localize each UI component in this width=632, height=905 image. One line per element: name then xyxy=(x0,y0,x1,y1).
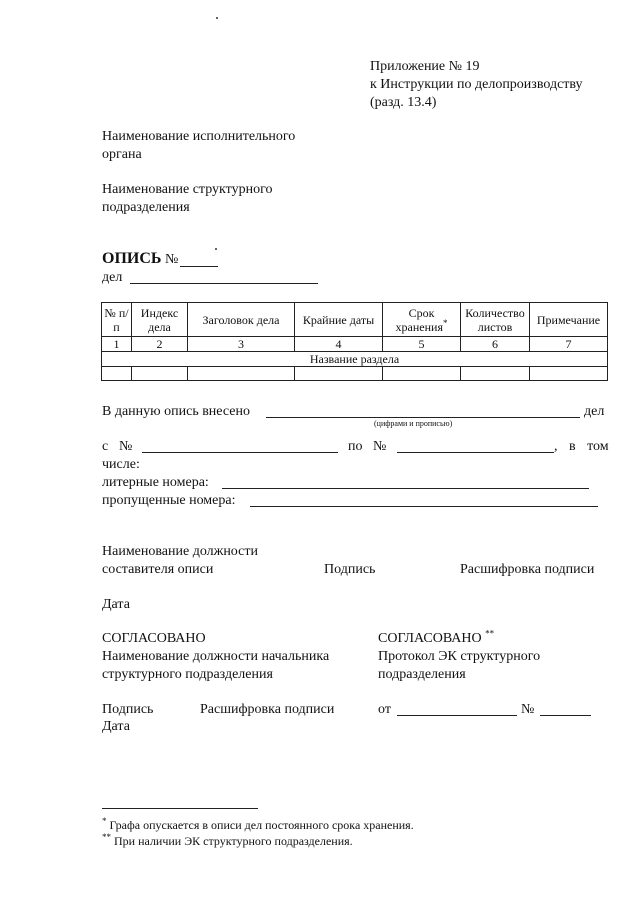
footnote-1 xyxy=(102,818,414,833)
scan-speck xyxy=(215,248,217,250)
column-number: 4 xyxy=(295,337,383,352)
footnote-2-mark: ** xyxy=(102,832,111,842)
cases-description-blank[interactable] xyxy=(130,283,318,284)
scan-speck xyxy=(216,17,218,19)
protocol-number-blank[interactable] xyxy=(540,715,591,716)
appendix-line-3: (разд. 13.4) xyxy=(370,95,437,110)
footnote-2-text: При наличии ЭК структурного подразделения. xyxy=(114,834,353,848)
included-count-blank[interactable] xyxy=(266,417,580,418)
table-cell[interactable] xyxy=(461,367,530,381)
table-cell[interactable] xyxy=(188,367,295,381)
compiler-signature-label: Подпись xyxy=(324,562,376,577)
to-number-blank[interactable] xyxy=(397,452,554,453)
approval-left-title: СОГЛАСОВАНО xyxy=(102,631,206,646)
structural-unit-line-1: Наименование структурного xyxy=(102,182,273,197)
column-number: 1 xyxy=(102,337,132,352)
from-number-sign: № xyxy=(119,439,133,454)
compiler-date-label: Дата xyxy=(102,597,130,612)
included-hint: (цифрами и прописью) xyxy=(374,419,453,428)
letter-numbers-blank[interactable] xyxy=(222,488,589,489)
inventory-table xyxy=(101,302,608,381)
title-subtitle: дел xyxy=(102,270,123,285)
compiler-decode-label: Расшифровка подписи xyxy=(460,562,595,577)
from-number-blank[interactable] xyxy=(142,452,338,453)
table-cell[interactable] xyxy=(132,367,188,381)
table-cell[interactable] xyxy=(530,367,608,381)
header-sheets: Количество листов xyxy=(461,303,530,337)
header-dates: Крайние даты xyxy=(295,303,383,337)
compiler-position-line-1: Наименование должности xyxy=(102,544,258,559)
included-unit: дел xyxy=(584,404,605,419)
approval-left-date-label: Дата xyxy=(102,719,130,734)
letter-numbers-label: литерные номера: xyxy=(102,475,209,490)
section-row xyxy=(102,352,608,367)
executive-body-line-2: органа xyxy=(102,147,142,162)
header-number: № п/п xyxy=(102,303,132,337)
including-label: числе: xyxy=(102,457,140,472)
header-index: Индекс дела xyxy=(132,303,188,337)
protocol-number-sign: № xyxy=(521,702,535,717)
approval-right-line-1: Протокол ЭК структурного xyxy=(378,649,541,664)
approval-left-signature-label: Подпись xyxy=(102,702,154,717)
table-row xyxy=(102,367,608,381)
footnote-mark-retention: * xyxy=(442,317,448,328)
column-number: 2 xyxy=(132,337,188,352)
to-number-sign: № xyxy=(373,439,387,454)
footnote-1-mark: * xyxy=(102,816,107,826)
column-number: 5 xyxy=(383,337,461,352)
footnote-mark-commission: ** xyxy=(485,628,495,639)
to-label: по xyxy=(348,439,363,454)
appendix-line-1: Приложение № 19 xyxy=(370,59,480,74)
appendix-line-2: к Инструкции по делопроизводству xyxy=(370,77,583,92)
table-cell[interactable] xyxy=(383,367,461,381)
from-label: с xyxy=(102,439,109,454)
compiler-position-line-2: составителя описи xyxy=(102,562,214,577)
footnote-separator xyxy=(102,808,258,809)
title-text: ОПИСЬ xyxy=(102,250,162,267)
approval-right-title-block xyxy=(378,630,494,648)
protocol-date-blank[interactable] xyxy=(397,715,517,716)
column-number-row xyxy=(102,337,608,352)
included-label: В данную опись внесено xyxy=(102,404,250,419)
column-number: 6 xyxy=(461,337,530,352)
column-number: 3 xyxy=(188,337,295,352)
approval-left-line-1: Наименование должности начальника xyxy=(102,649,330,664)
title-number-sign: № xyxy=(164,252,179,267)
header-retention-label: Срок хранения xyxy=(395,305,443,334)
approval-left-decode-label: Расшифровка подписи xyxy=(200,702,335,717)
missing-numbers-label: пропущенные номера: xyxy=(102,493,236,508)
footnote-1-text: Графа опускается в описи дел постоянного срока хранения. xyxy=(109,818,414,832)
executive-body-line-1: Наименование исполнительного xyxy=(102,129,296,144)
table-header-row xyxy=(102,303,608,337)
header-retention xyxy=(383,303,461,337)
approval-left-line-2: структурного подразделения xyxy=(102,667,273,682)
protocol-date-label: от xyxy=(378,702,391,717)
table-cell[interactable] xyxy=(102,367,132,381)
document-title xyxy=(102,250,178,269)
missing-numbers-blank[interactable] xyxy=(250,506,598,507)
section-name: Название раздела xyxy=(102,352,608,367)
footnote-2 xyxy=(102,834,353,849)
structural-unit-line-2: подразделения xyxy=(102,200,190,215)
table-cell[interactable] xyxy=(295,367,383,381)
header-case-title: Заголовок дела xyxy=(188,303,295,337)
approval-right-title: СОГЛАСОВАНО xyxy=(378,631,482,646)
column-number: 7 xyxy=(530,337,608,352)
header-notes: Примечание xyxy=(530,303,608,337)
inventory-number-blank[interactable] xyxy=(180,266,218,267)
including-tail: , в том xyxy=(554,439,609,454)
approval-right-line-2: подразделения xyxy=(378,667,466,682)
